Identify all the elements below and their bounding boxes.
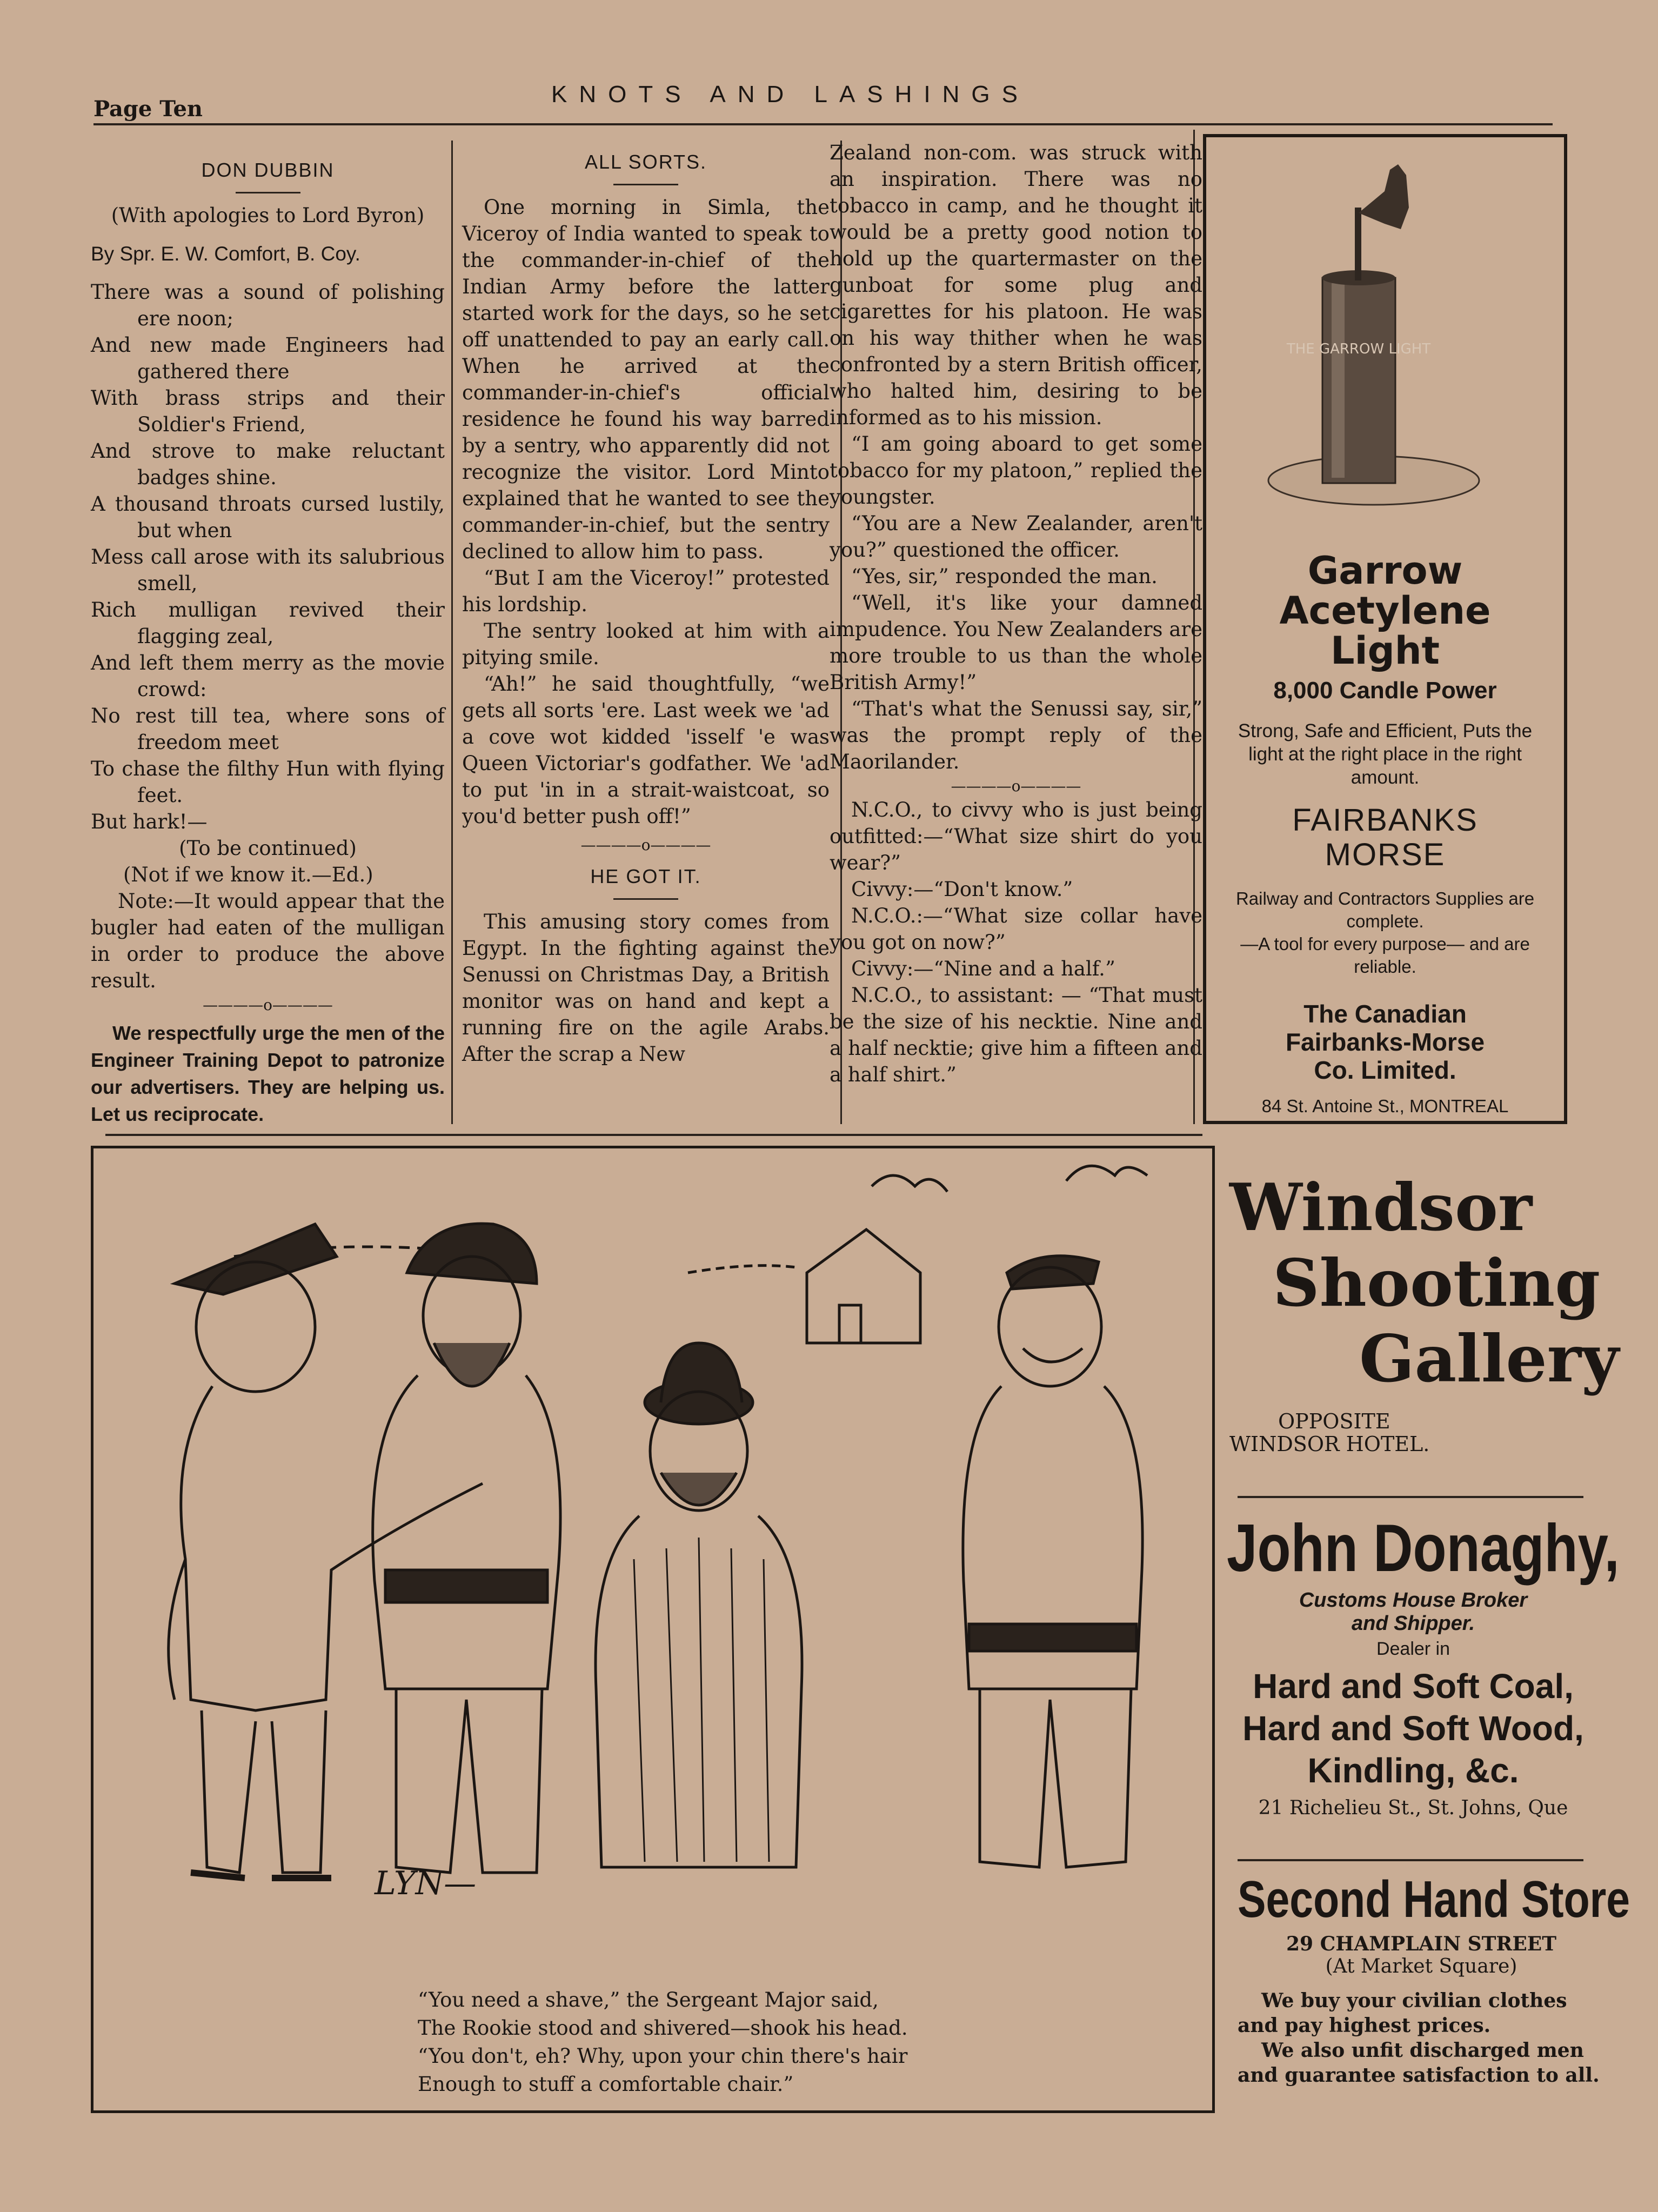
apology-line: (With apologies to Lord Byron) xyxy=(111,204,425,227)
page-number: Page Ten xyxy=(93,96,203,122)
paragraph: “You are a New Zealander, aren't you?” questioned the officer. xyxy=(830,512,1202,562)
lamp-label: THE GARROW LIGHT xyxy=(1286,341,1431,357)
paragraph: This amusing story comes from Egypt. In the fighting against the Senussi on Christmas Day, a British monitor was on hand and kept a running fire on the agile Arabs. After the scrap a New xyxy=(462,910,830,1066)
title-rule xyxy=(613,184,678,185)
footnote: Note:—It would appear that the bugler had eaten of the mulligan in order to produce the above result. xyxy=(91,890,445,992)
cartoon-illustration xyxy=(93,1148,1212,1932)
goods-line: Hard and Soft Wood, xyxy=(1242,1709,1584,1748)
article-all-sorts xyxy=(462,149,830,1067)
poem-line: There was a sound of polishing ere noon; xyxy=(91,280,445,330)
paragraph: “That's what the Senussi say, sir,” was the prompt reply of the Maorilander. xyxy=(830,697,1202,773)
garrow-name: Acetylene xyxy=(1279,589,1491,633)
company-name: The Canadian xyxy=(1303,1000,1467,1028)
donaghy-address: 21 Richelieu St., St. Johns, Que xyxy=(1258,1797,1568,1819)
dealer-text: Dealer in xyxy=(1376,1639,1450,1659)
poem-line: No rest till tea, where sons of freedom meet xyxy=(91,704,445,754)
gallery-line: Gallery xyxy=(1359,1321,1619,1397)
poem-line: To chase the filthy Hun with flying feet. xyxy=(91,757,445,807)
article-title: HE GOT IT. xyxy=(590,865,701,887)
title-rule xyxy=(236,192,300,193)
paragraph: “Yes, sir,” responded the man. xyxy=(851,565,1158,588)
second-hand-store-advertisement xyxy=(1238,1870,1630,2088)
fairbanks-brand: FAIRBANKS xyxy=(1292,803,1478,838)
article-title: DON DUBBIN xyxy=(201,159,335,181)
poem-line: With brass strips and their Soldier's Friend, xyxy=(91,386,445,436)
garrow-tagline: Strong, Safe and Efficient, Puts the light at the right place in the right amount. xyxy=(1238,720,1533,788)
paragraph: N.C.O., to civvy who is just being outfitted:—“What size shirt do you wear?” xyxy=(830,798,1202,874)
cartoon-caption xyxy=(418,1986,908,2099)
section-rule xyxy=(105,1134,1202,1136)
poem-line: A thousand throats cursed lustily, but when xyxy=(91,492,445,542)
paragraph: Civvy:—“Nine and a half.” xyxy=(851,957,1115,980)
shooting-line: Shooting xyxy=(1273,1245,1601,1321)
caption-line: The Rookie stood and shivered—shook his head. xyxy=(418,2016,908,2040)
article-don-dubbin xyxy=(91,157,445,1128)
advertiser-appeal: We respectfully urge the men of the Engineer Training Depot to patronize our advertisers. They are helping us. Let us reciprocate. xyxy=(91,1022,445,1125)
ad-separator xyxy=(1238,1496,1583,1498)
caption-line: “You don't, eh? Why, upon your chin there's hair xyxy=(418,2044,908,2068)
poem-line: And left them merry as the movie crowd: xyxy=(91,651,445,701)
opposite-text: OPPOSITE xyxy=(1278,1409,1390,1433)
company-address: 84 St. Antoine St., MONTREAL xyxy=(1261,1096,1509,1116)
store-text: We buy your civilian clothes and pay highest prices. xyxy=(1238,1989,1567,2037)
title-rule xyxy=(613,898,678,900)
paragraph: N.C.O.:—“What size collar have you got on now?” xyxy=(830,904,1202,954)
goods-line: Hard and Soft Coal, xyxy=(1253,1667,1574,1706)
donaghy-role: and Shipper. xyxy=(1351,1612,1475,1635)
morse-brand: MORSE xyxy=(1325,837,1446,872)
editor-note: (Not if we know it.—Ed.) xyxy=(123,863,373,886)
garrow-name: Light xyxy=(1330,629,1440,673)
ad-separator xyxy=(1238,1859,1583,1861)
paragraph: “Ah!” he said thoughtfully, “we gets all sorts 'ere. Last week we 'ad a cove wot kidded 'isself 'e was Queen Victoriar's godfather. We 'ad to put 'in in a strait-waistcoat, so you'd better push off!” xyxy=(462,672,830,828)
article-continued xyxy=(830,139,1202,1088)
garrow-name: Garrow xyxy=(1307,549,1463,593)
tool-text: —A tool for every purpose— and are reliable. xyxy=(1240,934,1530,977)
donaghy-advertisement xyxy=(1227,1511,1620,1819)
company-name: Fairbanks-Morse xyxy=(1285,1028,1485,1056)
supplies-text: Railway and Contractors Supplies are complete. xyxy=(1235,888,1535,931)
paragraph: “I am going aboard to get some tobacco for my platoon,” replied the youngster. xyxy=(830,432,1202,509)
windsor-hotel-text: WINDSOR HOTEL. xyxy=(1229,1432,1430,1456)
donaghy-role: Customs House Broker xyxy=(1299,1589,1528,1612)
candle-power: 8,000 Candle Power xyxy=(1273,677,1497,704)
garrow-advertisement xyxy=(1203,134,1567,1124)
company-name: Co. Limited. xyxy=(1314,1056,1456,1084)
store-text: We also unfit discharged men and guarantee satisfaction to all. xyxy=(1238,2039,1600,2087)
goods-line: Kindling, &c. xyxy=(1307,1751,1519,1790)
poem-line: And strove to make reluctant badges shine. xyxy=(91,439,445,489)
paragraph: N.C.O., to assistant: — “That must be the size of his necktie. Nine and a half necktie; give him a fifteen and a half shirt.” xyxy=(830,984,1202,1086)
ornament-divider: ————o———— xyxy=(203,996,333,1014)
article-title: ALL SORTS. xyxy=(584,151,707,173)
paragraph: “But I am the Viceroy!” protested his lordship. xyxy=(462,566,830,616)
header-rule xyxy=(93,123,1553,125)
artist-signature: LYN— xyxy=(375,1865,477,1902)
ornament-divider: ————o———— xyxy=(580,836,711,854)
windsor-line: Windsor xyxy=(1229,1170,1533,1246)
ornament-divider: ————o———— xyxy=(951,777,1081,795)
store-square: (At Market Square) xyxy=(1325,1955,1517,1977)
poem-line: Mess call arose with its salubrious smell, xyxy=(91,545,445,595)
lamp-illustration xyxy=(1206,148,1564,516)
poem-line: But hark!— xyxy=(91,810,208,833)
windsor-advertisement xyxy=(1229,1170,1619,1456)
byline: By Spr. E. W. Comfort, B. Coy. xyxy=(91,243,360,265)
paragraph: The sentry looked at him with a pitying smile. xyxy=(462,619,830,669)
poem-line: And new made Engineers had gathered there xyxy=(91,333,445,383)
store-street: 29 CHAMPLAIN STREET xyxy=(1286,1933,1557,1955)
caption-line: “You need a shave,” the Sergeant Major said, xyxy=(418,1988,879,2011)
store-name: Second Hand Store xyxy=(1238,1870,1630,1928)
newspaper-title: KNOTS AND LASHINGS xyxy=(551,81,1030,108)
column-divider xyxy=(451,141,453,1124)
paragraph: “Well, it's like your damned impudence. You New Zealanders are more trouble to us than the whole British Army!” xyxy=(830,591,1202,694)
cartoon-panel xyxy=(91,1146,1215,2113)
poem-line: Rich mulligan revived their flagging zeal, xyxy=(91,598,445,648)
paragraph: Zealand non-com. was struck with an inspiration. There was no tobacco in camp, and he thought it would be a pretty good notion to hold up the quartermaster on the gunboat for some plug and cigarettes for his platoon. He was on his way thither when he was confronted by a stern British officer, who halted him, desiring to be informed as to his mission. xyxy=(830,141,1202,429)
caption-line: Enough to stuff a comfortable chair.” xyxy=(418,2073,794,2096)
continued-note: (To be continued) xyxy=(179,837,357,860)
paragraph: One morning in Simla, the Viceroy of India wanted to speak to the commander-in-chief of the Indian Army before the latter started work for the days, so he set off unattended to pay an early call. When he arrived at the commander-in-chief's official residence he found his way barred by a sentry, who apparently did not recognize the visitor. Lord Minto explained that he wanted to see the commander-in-chief, but the sentry declined to allow him to pass. xyxy=(462,196,830,563)
donaghy-name: John Donaghy, xyxy=(1227,1511,1620,1586)
paragraph: Civvy:—“Don't know.” xyxy=(851,878,1073,901)
